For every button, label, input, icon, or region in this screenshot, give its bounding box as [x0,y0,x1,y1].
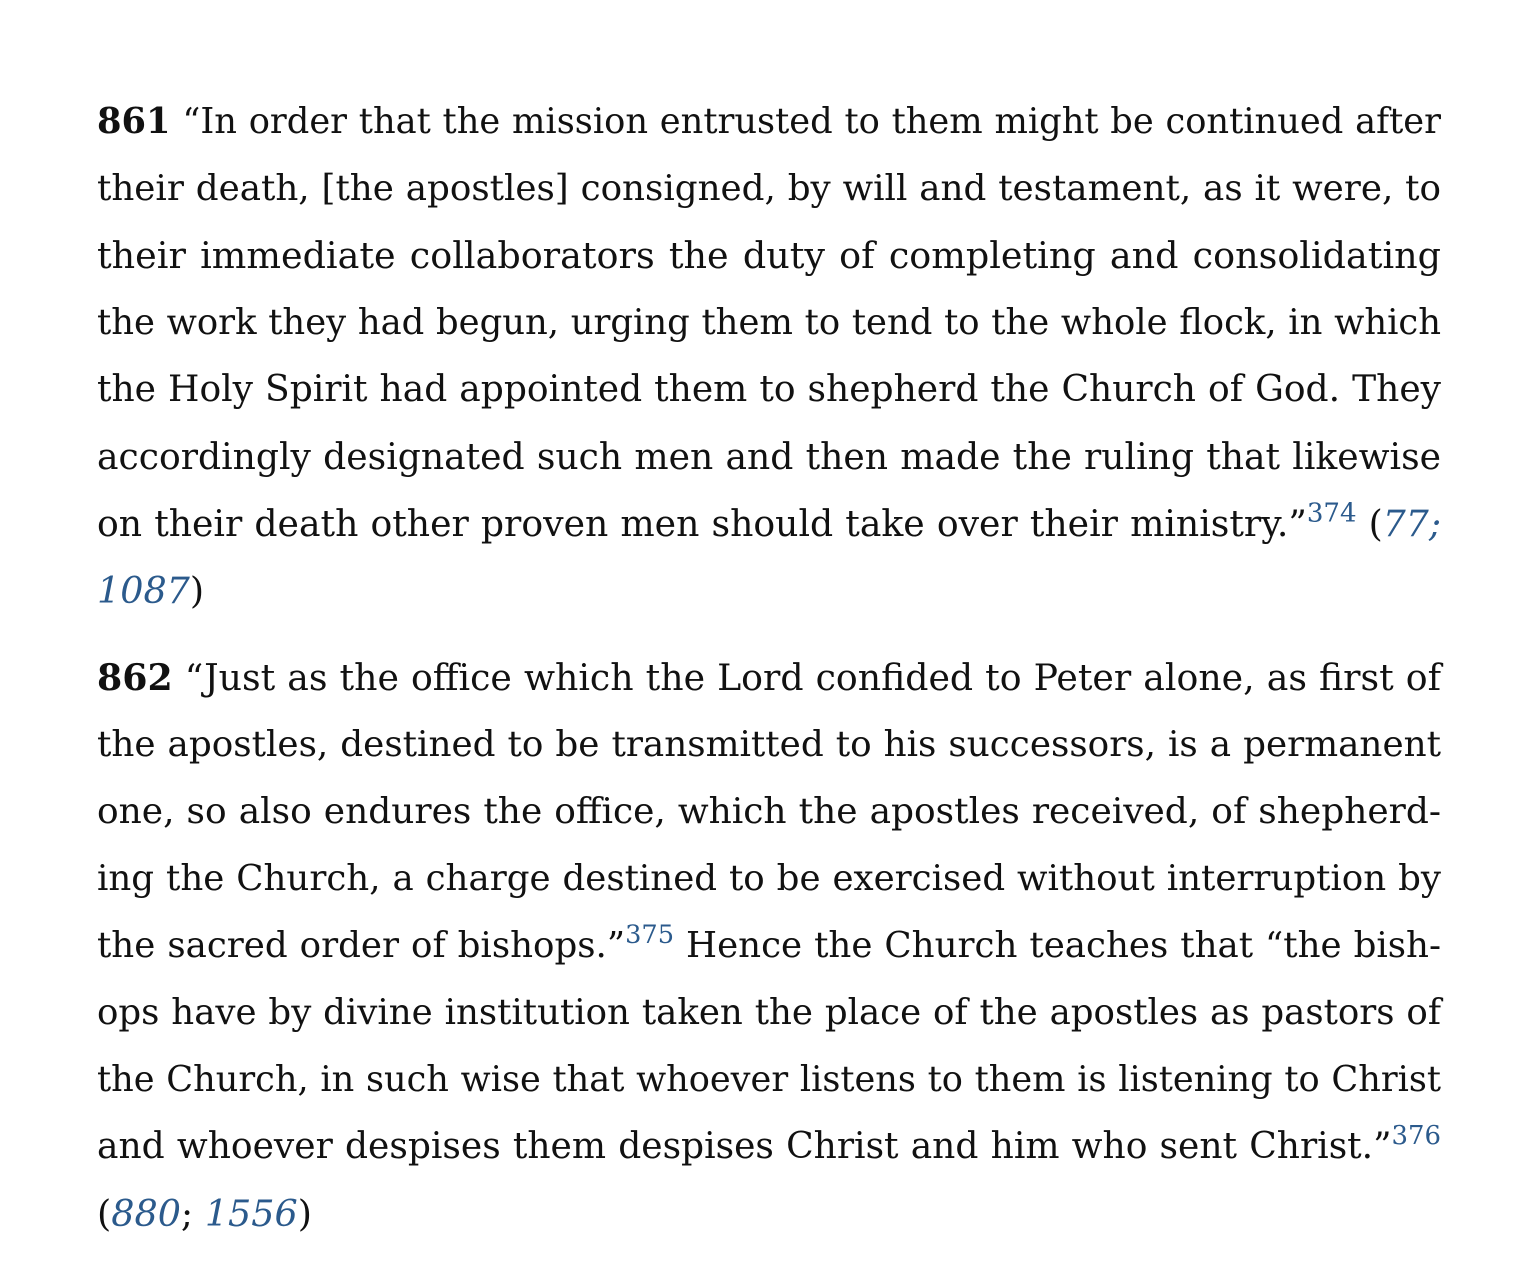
text-span: and whoever despises them despises Christ and him who sent Christ.” [97,1126,1392,1167]
text-span: “Just as the office which the Lord confided to Peter alone, as first of [184,656,1441,699]
close-paren: ) [189,569,205,612]
close-paren: ) [297,1192,312,1235]
cross-reference-link-1556[interactable]: 1556 [204,1192,298,1235]
footnote-marker-376[interactable]: 376 [1391,1120,1441,1151]
text-span: Hence the Church teaches that “the bish- [674,925,1441,966]
paragraph-862 [97,644,1441,1247]
text-line [97,557,1441,624]
text-line: the Church, in such wise that whoever listens to them is listening to Christ [97,1059,1441,1100]
text-span: the sacred order of bishops.” [97,925,626,966]
cross-reference-link-77[interactable]: 77 [1382,502,1429,545]
text-line [97,1180,1441,1247]
separator: ; [180,1192,205,1235]
separator: ; [1428,502,1441,545]
open-paren: ( [97,1192,112,1235]
text-line [97,88,1441,155]
cross-reference-link-880[interactable]: 880 [111,1192,181,1235]
text-line: one, so also endures the office, which the apostles received, of shepherd- [97,791,1441,832]
text-line: accordingly designated such men and then made the ruling that likewise [97,435,1441,478]
text-span: on their death other proven men should take over their ministry.” [97,502,1307,545]
footnote-marker-374[interactable]: 374 [1306,498,1357,529]
footnote-marker-375[interactable]: 375 [625,919,675,950]
text-line [97,490,1441,557]
document-page [97,88,1441,1267]
paragraph-number: 862 [97,656,173,699]
text-line: the Holy Spirit had appointed them to shepherd the Church of God. They [97,369,1441,410]
text-line [97,912,1441,979]
text-line: the apostles, destined to be transmitted to his successors, is a permanent [97,724,1441,765]
text-line [97,1113,1441,1180]
paragraph-number: 861 [97,101,171,142]
paragraph-861 [97,88,1441,624]
text-span: “In order that the mission entrusted to them might be continued after [182,101,1441,142]
text-line: ops have by divine institution taken the place of the apostles as pastors of [97,992,1441,1033]
text-line: their death, [the apostles] consigned, by will and testament, as it were, to [97,168,1441,209]
cross-reference-link-1087[interactable]: 1087 [97,569,190,612]
open-paren: ( [1368,502,1383,545]
text-line: their immediate collaborators the duty of completing and consolidating [97,234,1441,277]
text-line [97,644,1441,711]
text-line: the work they had begun, urging them to tend to the whole flock, in which [97,302,1441,343]
text-line: ing the Church, a charge destined to be exercised without interruption by [97,858,1441,899]
